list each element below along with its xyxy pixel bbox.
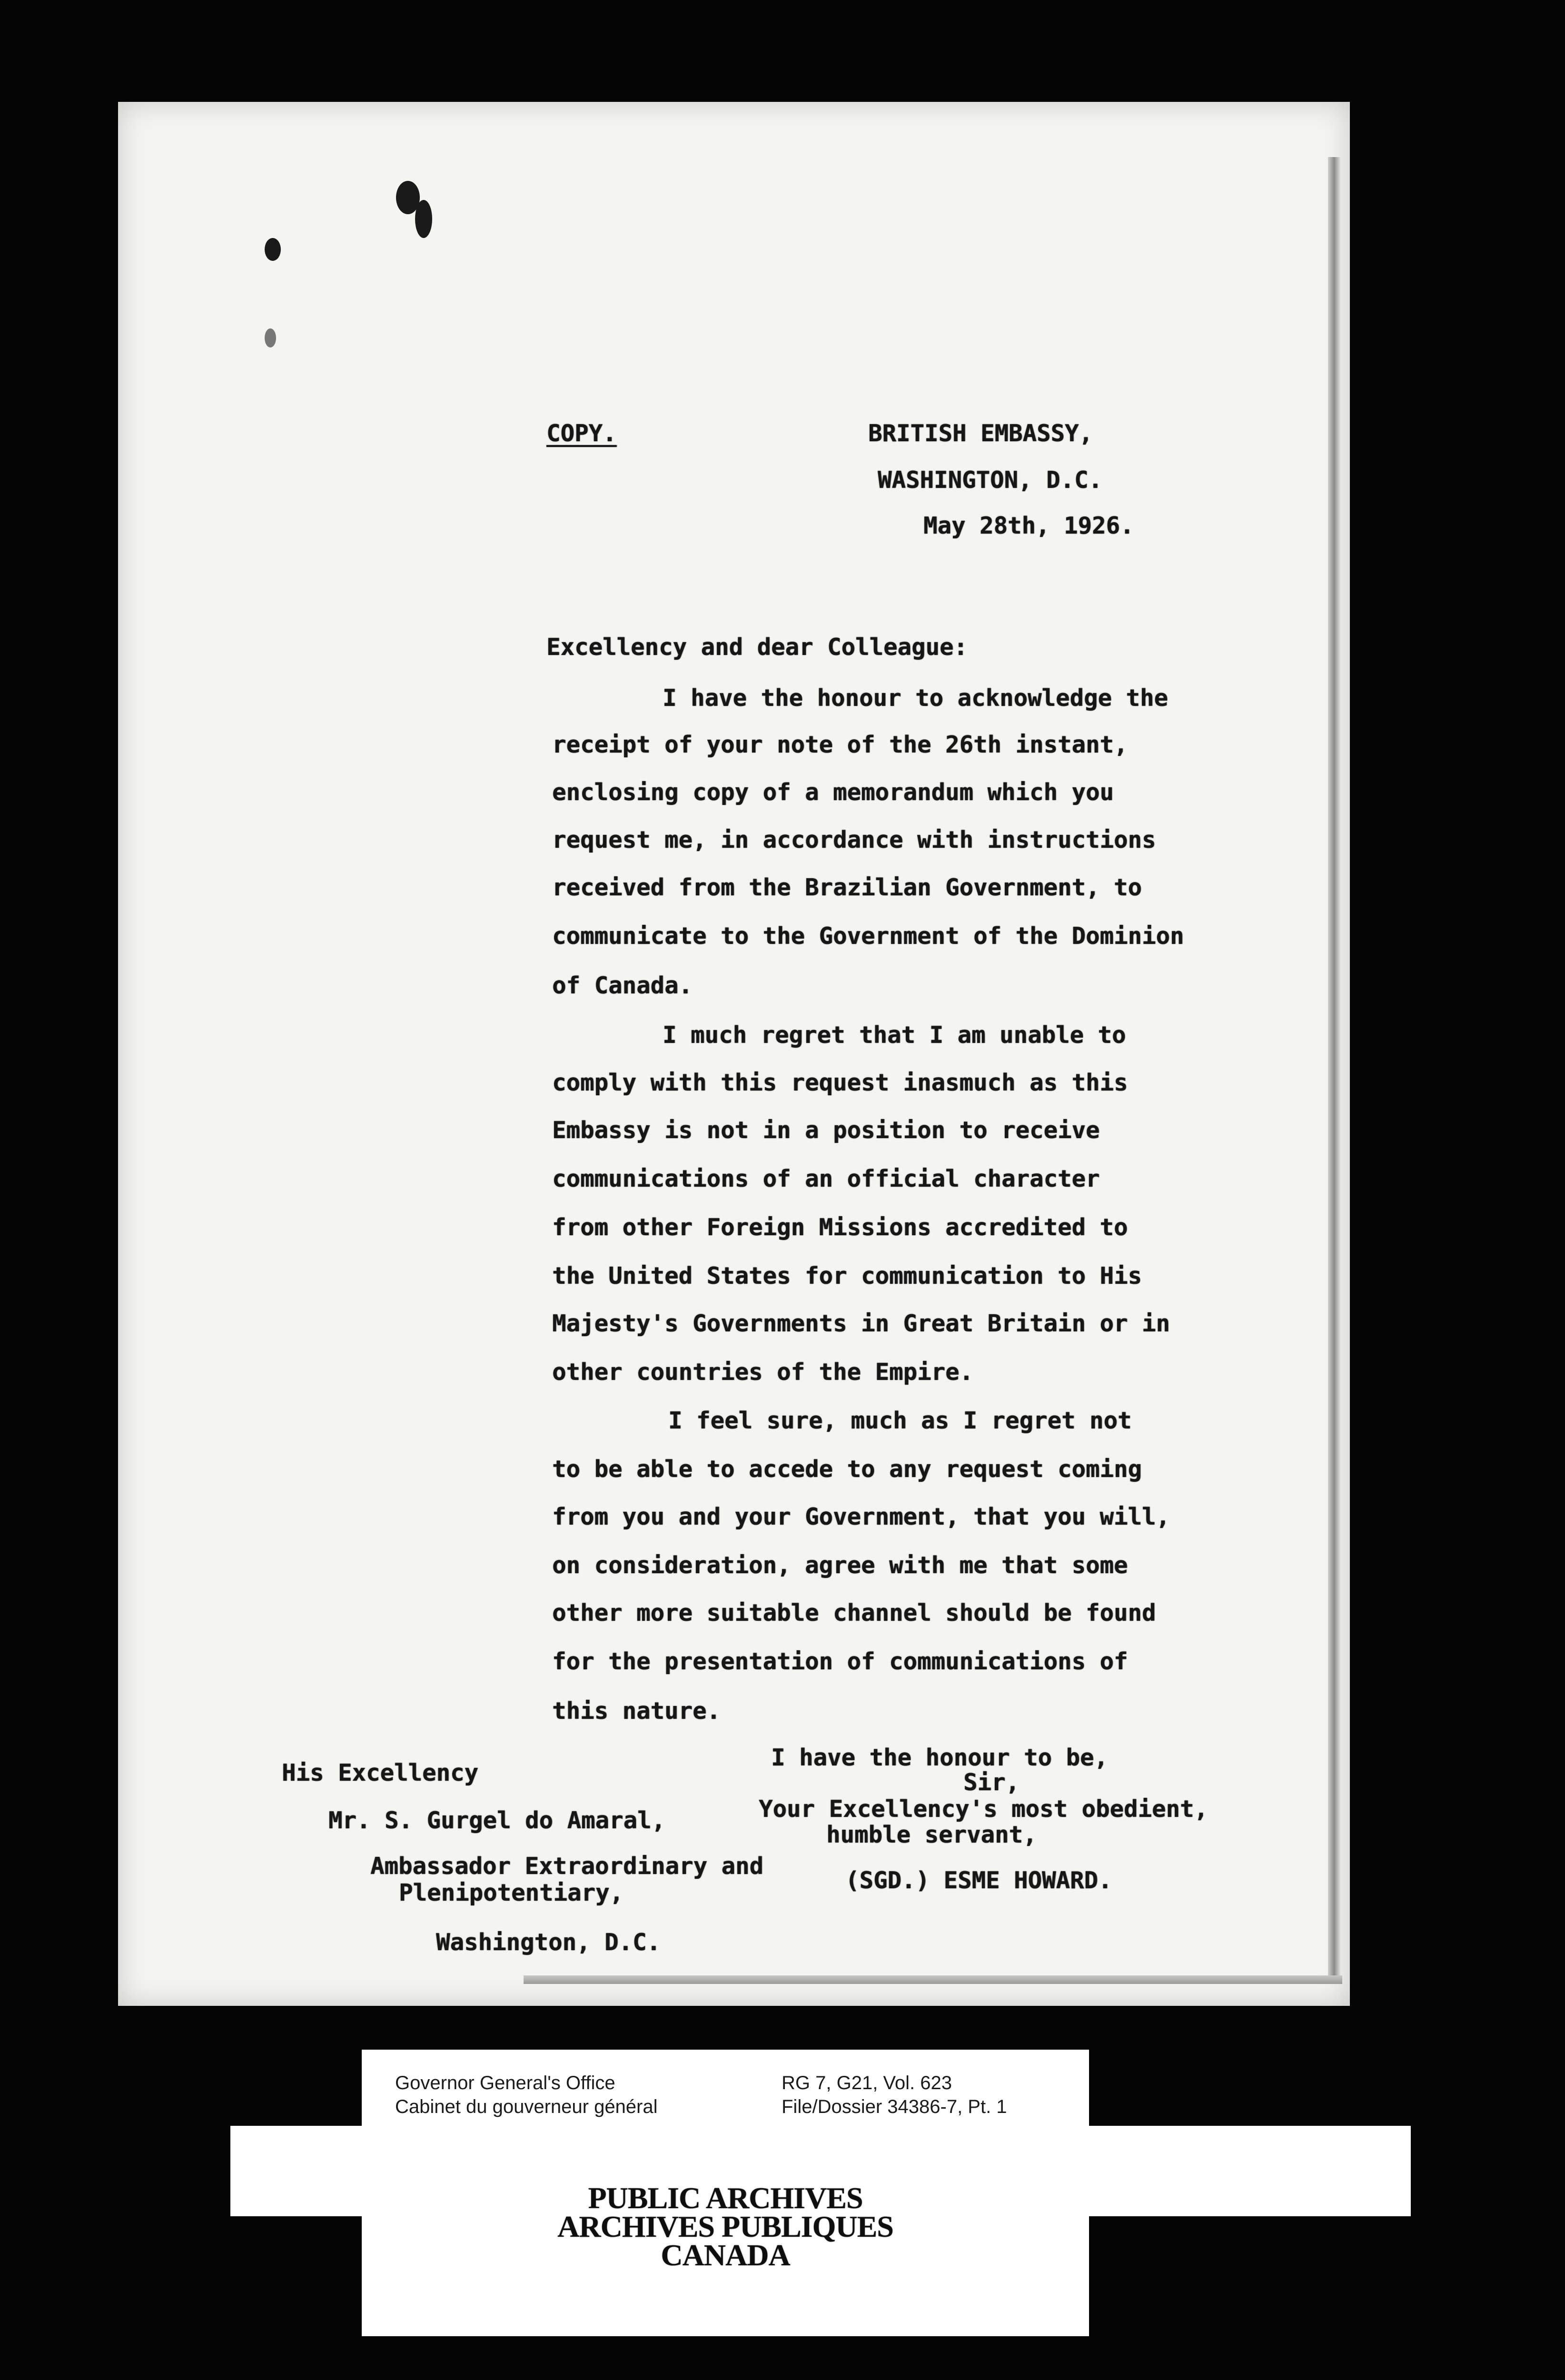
body-line: for the presentation of communications of [552,1648,1128,1675]
closing-line: Your Excellency's most obedient, [759,1795,1208,1823]
archive-stamp-line-1: PUBLIC ARCHIVES [588,2181,863,2215]
addressee-line: Washington, D.C. [436,1929,661,1956]
body-line: comply with this request inasmuch as this [552,1069,1128,1096]
sender-line-1: BRITISH EMBASSY, [868,420,1093,447]
page-edge-bottom [524,1975,1342,1984]
addressee-line: His Excellency [282,1759,479,1786]
body-line: Majesty's Governments in Great Britain or in [552,1310,1170,1337]
body-line: of Canada. [552,972,693,999]
reference-number: RG 7, G21, Vol. 623 [782,2073,952,2093]
file-number: File/Dossier 34386-7, Pt. 1 [782,2096,1007,2117]
body-line: from you and your Government, that you will, [552,1503,1170,1530]
body-line: I much regret that I am unable to [663,1021,1126,1049]
closing-line: humble servant, [826,1821,1037,1848]
closing-line: Sir, [963,1769,1020,1796]
body-line: from other Foreign Missions accredited to [552,1214,1128,1241]
letter-page [118,102,1350,2006]
body-line: other countries of the Empire. [552,1359,974,1386]
body-line: request me, in accordance with instructions [552,826,1156,853]
body-line: communicate to the Government of the Dominion [552,922,1184,950]
addressee-line: Ambassador Extraordinary and [370,1853,764,1880]
copy-label: COPY. [546,420,617,447]
body-line: this nature. [552,1697,721,1725]
salutation: Excellency and dear Colleague: [546,634,968,661]
punch-mark [265,238,281,261]
addressee-line: Mr. S. Gurgel do Amaral, [328,1807,666,1834]
archive-stamp-card [362,2140,1089,2336]
body-line: the United States for communication to His [552,1262,1142,1289]
office-english: Governor General's Office [395,2073,615,2093]
body-line: communications of an official character [552,1165,1100,1192]
closing-line: I have the honour to be, [771,1744,1109,1771]
sender-line-2: WASHINGTON, D.C. [878,466,1103,494]
body-line: I feel sure, much as I regret not [668,1407,1132,1434]
body-line: on consideration, agree with me that some [552,1552,1128,1579]
signature: (SGD.) ESME HOWARD. [845,1867,1112,1894]
body-line: receipt of your note of the 26th instant, [552,731,1128,758]
body-line: I have the honour to acknowledge the [663,684,1169,712]
punch-mark [265,328,276,347]
body-line: to be able to accede to any request coming [552,1456,1142,1483]
body-line: other more suitable channel should be found [552,1599,1156,1626]
body-line: Embassy is not in a position to receive [552,1117,1100,1144]
archive-stamp-line-2: ARCHIVES PUBLIQUES [557,2210,893,2243]
body-line: received from the Brazilian Government, to [552,874,1142,901]
punch-mark [415,200,432,238]
office-french: Cabinet du gouverneur général [395,2096,658,2117]
archive-stamp-line-3: CANADA [661,2238,790,2272]
page-edge [1328,157,1340,1975]
addressee-line: Plenipotentiary, [399,1879,624,1906]
letter-date: May 28th, 1926. [923,512,1134,539]
body-line: enclosing copy of a memorandum which you [552,779,1114,806]
